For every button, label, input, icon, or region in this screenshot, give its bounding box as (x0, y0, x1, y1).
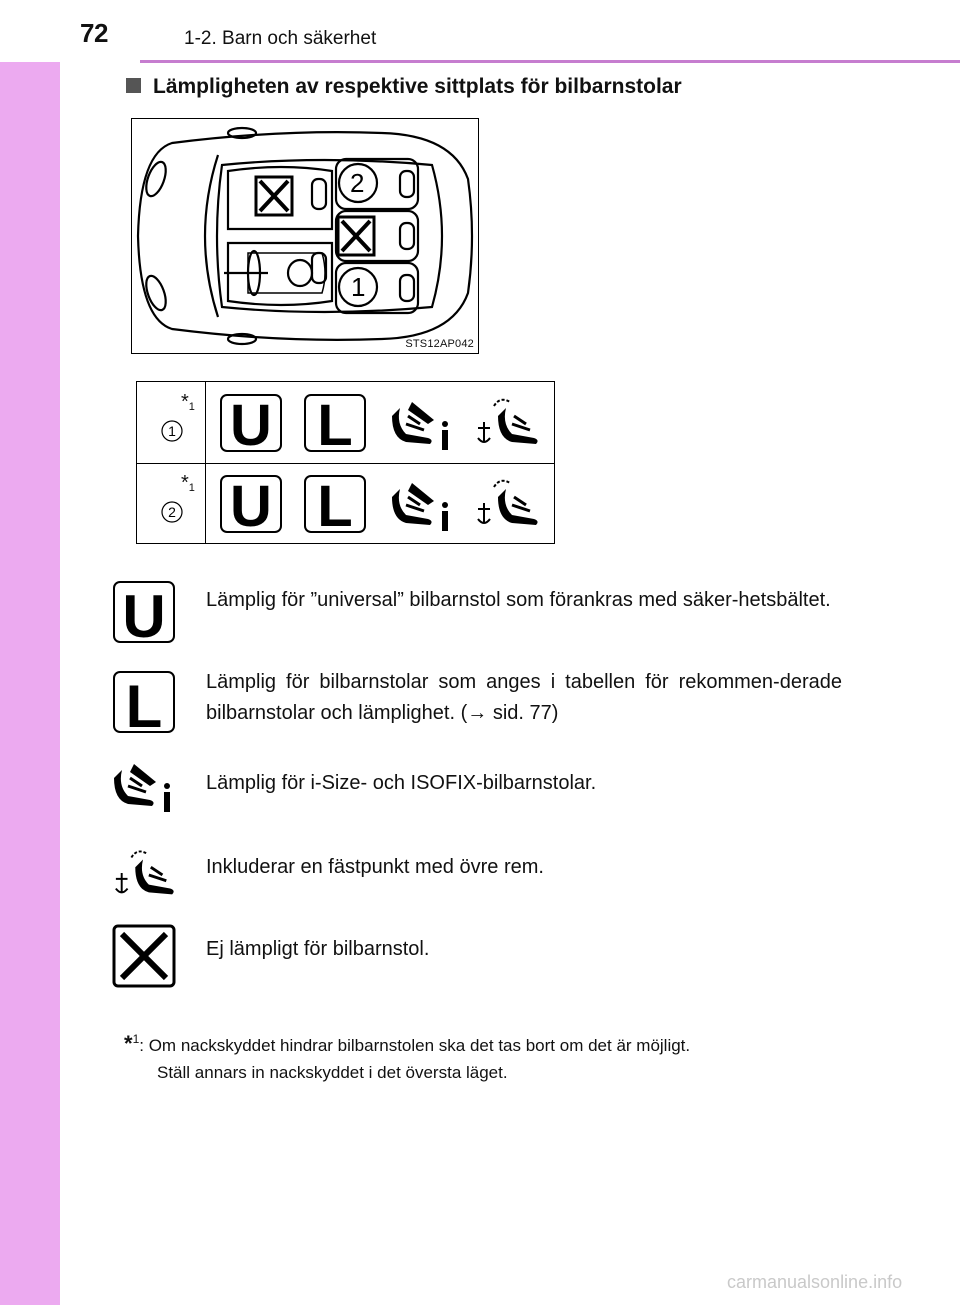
svg-text:2: 2 (168, 504, 176, 520)
diagram-seat-number-1: 1 (351, 272, 366, 302)
universal-icon (112, 580, 176, 644)
seat-number-icon (161, 420, 183, 442)
footnote-mark: $*_1$ (181, 391, 195, 413)
footnote-mark: $*_1$ (181, 472, 195, 494)
seat-cell (137, 463, 205, 544)
footnote: *$^1$: Om nackskyddet hindrar bilbarnstolen ska det tas bort om det är möjligt. Ställ annars in nackskyddet i det översta läget. (124, 1031, 691, 1082)
legend-text: Ej lämpligt för bilbarnstol. (206, 938, 430, 960)
table-row (137, 463, 554, 544)
semi-universal-icon (112, 670, 176, 734)
seat-icons (220, 394, 550, 452)
legend-text: Lämplig för ”universal” bilbarnstol som förankras med säker-hetsbältet. (206, 589, 831, 611)
top-tether-icon (112, 842, 176, 906)
header-divider (140, 60, 960, 63)
svg-text:L: L (125, 673, 163, 734)
svg-text:L: L (317, 475, 353, 533)
page-number-box (0, 0, 140, 62)
watermark: carmanualsonline.info (727, 1272, 903, 1292)
svg-text:U: U (230, 475, 272, 533)
cross-icon (112, 924, 176, 988)
top-tether-icon (478, 481, 538, 525)
seat-number-icon (161, 501, 183, 523)
arrow-icon: → (467, 702, 488, 724)
isofix-icon (392, 402, 448, 450)
illustration-code: STS12AP042 (405, 338, 474, 350)
legend-text: Lämplig för i-Size- och ISOFIX-bilbarnstolar. (206, 772, 597, 794)
universal-icon (221, 475, 281, 533)
page-number: 72 (80, 18, 108, 48)
section-heading (126, 75, 682, 99)
isofix-icon (392, 483, 448, 531)
square-bullet-icon (126, 78, 141, 93)
svg-text:1: 1 (168, 423, 176, 439)
table-row (137, 382, 554, 464)
heading-text: Lämpligheten av respektive sittplats för bilbarnstolar (153, 75, 682, 98)
page-sidebar (0, 0, 60, 1305)
semi-universal-icon (305, 475, 365, 533)
seat-icons (220, 475, 550, 533)
top-tether-icon (478, 400, 538, 444)
seat-cell (137, 382, 205, 463)
universal-icon (221, 394, 281, 452)
legend-text: Lämplig för bilbarnstolar som anges i tabellen för rekommen-derade bilbarnstolar och lämplighet. (→ sid. 77) (206, 671, 842, 724)
diagram-seat-number-2: 2 (350, 168, 365, 198)
compatibility-table (136, 381, 555, 544)
isofix-icon (112, 756, 176, 820)
svg-text:U: U (230, 394, 272, 452)
legend-text: Inkluderar en fästpunkt med övre rem. (206, 856, 544, 878)
car-top-view-illustration (132, 119, 478, 353)
svg-text:L: L (317, 394, 353, 452)
page-reference: sid. 77) (487, 702, 559, 724)
section-title: 1-2. Barn och säkerhet (184, 28, 377, 49)
svg-text:U: U (122, 583, 166, 644)
semi-universal-icon (305, 394, 365, 452)
seat-diagram (131, 118, 479, 354)
